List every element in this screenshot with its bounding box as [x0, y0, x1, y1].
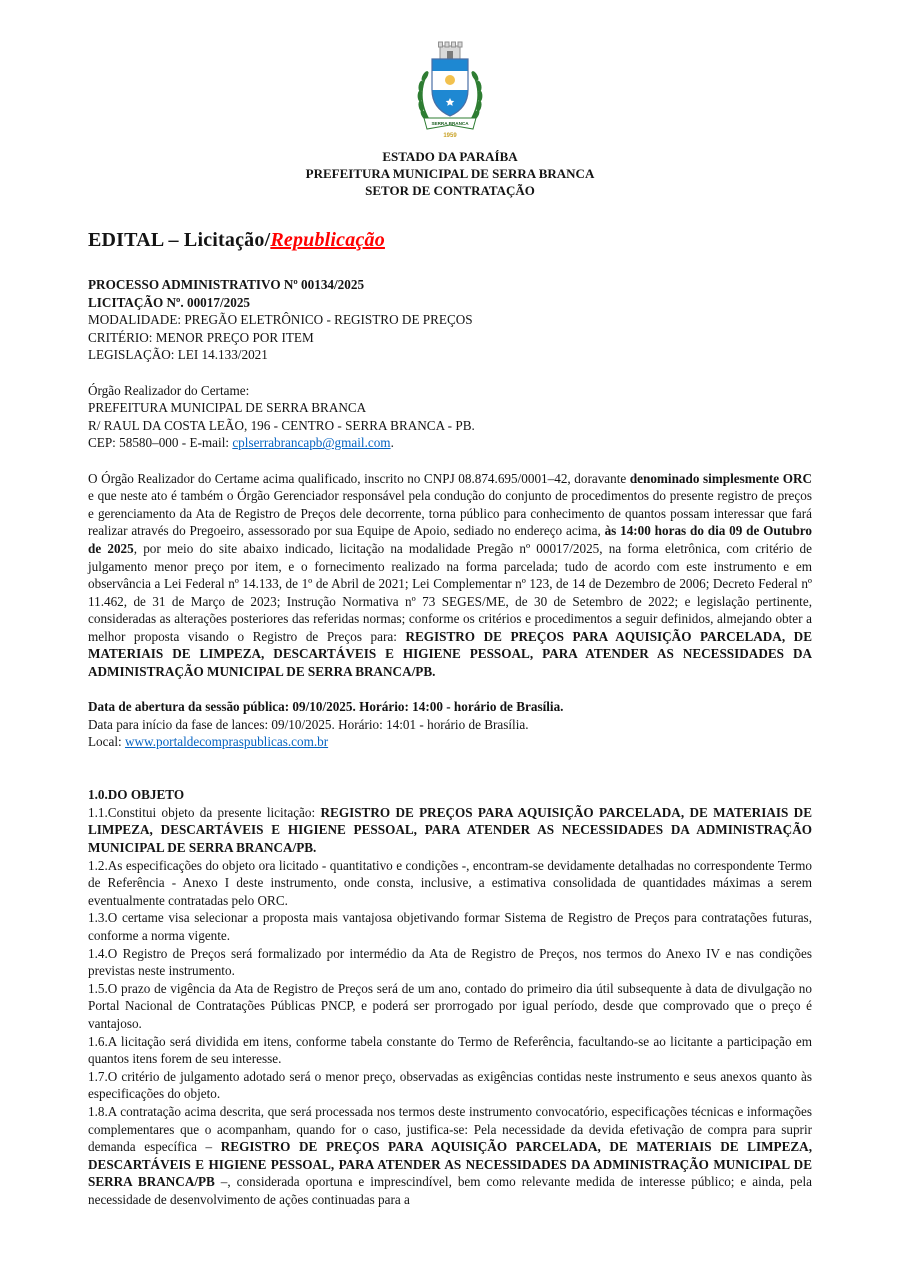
text-segment: MODALIDADE: PREGÃO ELETRÔNICO - REGISTRO DE PREÇOS: [88, 312, 473, 328]
text-segment: LICITAÇÃO Nº. 00017/2025: [88, 294, 251, 310]
text-segment: Local:: [88, 734, 125, 750]
org-header-municipality: PREFEITURA MUNICIPAL DE SERRA BRANCA: [305, 166, 595, 181]
modalidade-line: [88, 311, 812, 329]
text-segment: PROCESSO ADMINISTRATIVO Nº 00134/2025: [88, 277, 365, 292]
text-segment: CRITÉRIO: MENOR PREÇO POR ITEM: [88, 329, 314, 345]
text-segment: 1.1.Constitui objeto da presente licitação:: [88, 804, 321, 820]
text-segment: LEGISLAÇÃO: LEI 14.133/2021: [88, 347, 268, 363]
text-segment: REGISTRO DE PREÇOS PARA AQUISIÇÃO PARCELADA, DE MATERIAIS DE LIMPEZA, DESCARTÁVEIS E HIGIENE PESSOAL, PARA ATENDER AS NECESSIDADES DA ADMINISTRAÇÃO MUNICIPAL DE SERRA BRANCA/PB.: [88, 628, 812, 680]
text-segment: –, considerada oportuna e imprescindível, bem como relevante medida de interesse público; e ainda, pela necessidade de desenvolvimento de ações continuadas para a: [88, 1174, 812, 1207]
item-1-6: [88, 1033, 812, 1068]
section-heading-1-0: [88, 786, 812, 804]
text-segment: O Órgão Realizador do Certame acima qualificado, inscrito no CNPJ 08.874.695/0001–42, doravante: [88, 470, 630, 486]
text-segment: PREFEITURA MUNICIPAL DE SERRA BRANCA: [88, 400, 367, 416]
text-segment: .: [390, 435, 394, 451]
document-title-republicacao: Republicação: [270, 229, 385, 251]
document-body: [88, 276, 812, 1208]
text-segment: REGISTRO DE PREÇOS PARA AQUISIÇÃO PARCELADA, DE MATERIAIS DE LIMPEZA, DESCARTÁVEIS E HIGIENE PESSOAL, PARA ATENDER AS NECESSIDADES DA ADMINISTRAÇÃO MUNICIPAL DE SERRA BRANCA/PB: [88, 1139, 812, 1190]
item-1-4: [88, 945, 812, 980]
process-number-line: [88, 276, 812, 294]
org-header-sector: SETOR DE CONTRATAÇÃO: [365, 183, 535, 198]
text-segment: REGISTRO DE PREÇOS PARA AQUISIÇÃO PARCELADA, DE MATERIAIS DE LIMPEZA, DESCARTÁVEIS E HIGIENE PESSOAL, PARA ATENDER AS NECESSIDADES DA ADMINISTRAÇÃO MUNICIPAL DE SERRA BRANCA/PB.: [88, 804, 812, 855]
text-segment: Data de abertura da sessão pública: 09/10/2025. Horário: 14:00 - horário de Brasília.: [88, 699, 564, 715]
text-segment: 1.0.DO OBJETO: [88, 787, 185, 803]
orgao-address-line: [88, 417, 812, 435]
text-segment: Órgão Realizador do Certame:: [88, 382, 250, 398]
org-header: [88, 148, 812, 199]
legislacao-line: [88, 346, 812, 364]
paragraph-gap: [88, 769, 812, 787]
text-segment: às 14:00 horas do dia 09 de Outubro de 2025: [88, 523, 812, 556]
municipal-crest-logo: [88, 40, 812, 140]
text-segment: , por meio do site abaixo indicado, licitação na modalidade Pregão nº 00017/2025, na forma eletrônica, com critério de julgamento menor preço por item, e o fornecimento realizado na forma parcelada; tudo de acordo com este instrumento e em observância a Lei Federal nº 14.133, de 1º de Abril de 2021; Lei Complementar nº 123, de 14 de Dezembro de 2006; Decreto Federal nº 11.462, de 31 de Março de 2023; Instrução Normativa nº 73 SEGES/ME, de 30 de Setembro de 2022; e legislação pertinente, consideradas as alterações posteriores das referidas normas; conforme os critérios e procedimentos a seguir definidos, almejando obter a melhor proposta visando o Registro de Preços para:: [88, 540, 812, 644]
lances-line: [88, 716, 812, 734]
preamble-paragraph: [88, 470, 812, 681]
criterio-line: [88, 329, 812, 347]
orgao-name-line: [88, 399, 812, 417]
document-title: [88, 229, 812, 252]
text-segment: 1.2.As especificações do objeto ora licitado - quantitativo e condições -, encontram-se devidamente detalhadas no correspondente Termo de Referência - Anexo I deste instrumento, onde consta, inclusive, a estimativa consolidada de quantidades máximas a serem eventualmente contratadas pelo ORC.: [88, 857, 812, 908]
text-segment: Data para início da fase de lances: 09/10/2025. Horário: 14:01 - horário de Brasília.: [88, 716, 529, 732]
item-1-8: [88, 1103, 812, 1209]
paragraph-gap: [88, 452, 812, 470]
item-1-3: [88, 909, 812, 944]
crest-icon: [412, 40, 488, 140]
item-1-2: [88, 857, 812, 910]
text-segment: CEP: 58580–000 - E-mail:: [88, 435, 233, 451]
item-1-1: [88, 804, 812, 857]
text-segment: 1.4.O Registro de Preços será formalizado por intermédio da Ata de Registro de Preços, nos termos do Anexo IV e nas condições previstas neste instrumento.: [88, 945, 812, 979]
text-segment: 1.6.A licitação será dividida em itens, conforme tabela constante do Termo de Referência, facultando-se ao licitante a participação em quantos itens forem de seu interesse.: [88, 1033, 812, 1067]
item-1-7: [88, 1068, 812, 1103]
licitacao-number-line: [88, 294, 812, 312]
text-segment: e que neste ato é também o Órgão Gerenciador responsável pela condução do conjunto de procedimentos do presente registro de preços e gerenciamento da Ata de Registro de Preços dele decorrente, torna público para conhecimento de quantos possam interessar que fará realizar através do Pregoeiro, assessorado por sua Equipe de Apoio, sediado no endereço acima,: [88, 488, 812, 539]
item-1-5: [88, 980, 812, 1033]
org-header-state: ESTADO DA PARAÍBA: [382, 149, 518, 164]
text-segment: R/ RAUL DA COSTA LEÃO, 196 - CENTRO - SERRA BRANCA - PB.: [88, 417, 475, 433]
paragraph-gap: [88, 364, 812, 382]
orgao-label-line: [88, 382, 812, 400]
document-title-prefix: EDITAL – Licitação/: [88, 229, 271, 251]
orgao-cep-email-line: [88, 434, 812, 452]
paragraph-gap: [88, 751, 812, 769]
local-line: [88, 733, 812, 751]
tower-icon: [439, 42, 463, 59]
text-segment: 1.5.O prazo de vigência da Ata de Registro de Preços será de um ano, contado do primeiro dia útil subsequente à data de divulgação no Portal Nacional de Contratações Públicas PNCP, e poderá ser prorrogado por igual período, desde que comprovado que o preço é vantajoso.: [88, 980, 812, 1031]
text-segment: 1.8.A contratação acima descrita, que será processada nos termos deste instrumento convocatório, especificações técnicas e informações complementares que o acompanham, quando for o caso, justifica-se: Pela necessidade da devida efetivação de compra para suprir demanda específica –: [88, 1103, 812, 1155]
paragraph-gap: [88, 681, 812, 699]
hyperlink[interactable]: cplserrabrancapb@gmail.com: [232, 435, 391, 451]
text-segment: 1.7.O critério de julgamento adotado será o menor preço, observadas as exigências contidas neste instrumento e seus anexos quanto às especificações do objeto.: [88, 1068, 812, 1102]
ribbon-text: SERRA BRANCA: [431, 121, 469, 126]
text-segment: 1.3.O certame visa selecionar a proposta mais vantajosa objetivando formar Sistema de Registro de Preços para contratações futuras, conforme a norma vigente.: [88, 910, 812, 943]
hyperlink[interactable]: www.portaldecompraspublicas.com.br: [124, 734, 329, 750]
session-open-line: [88, 698, 812, 716]
crest-year: 1959: [443, 133, 457, 139]
text-segment: denominado simplesmente ORC: [629, 470, 813, 486]
